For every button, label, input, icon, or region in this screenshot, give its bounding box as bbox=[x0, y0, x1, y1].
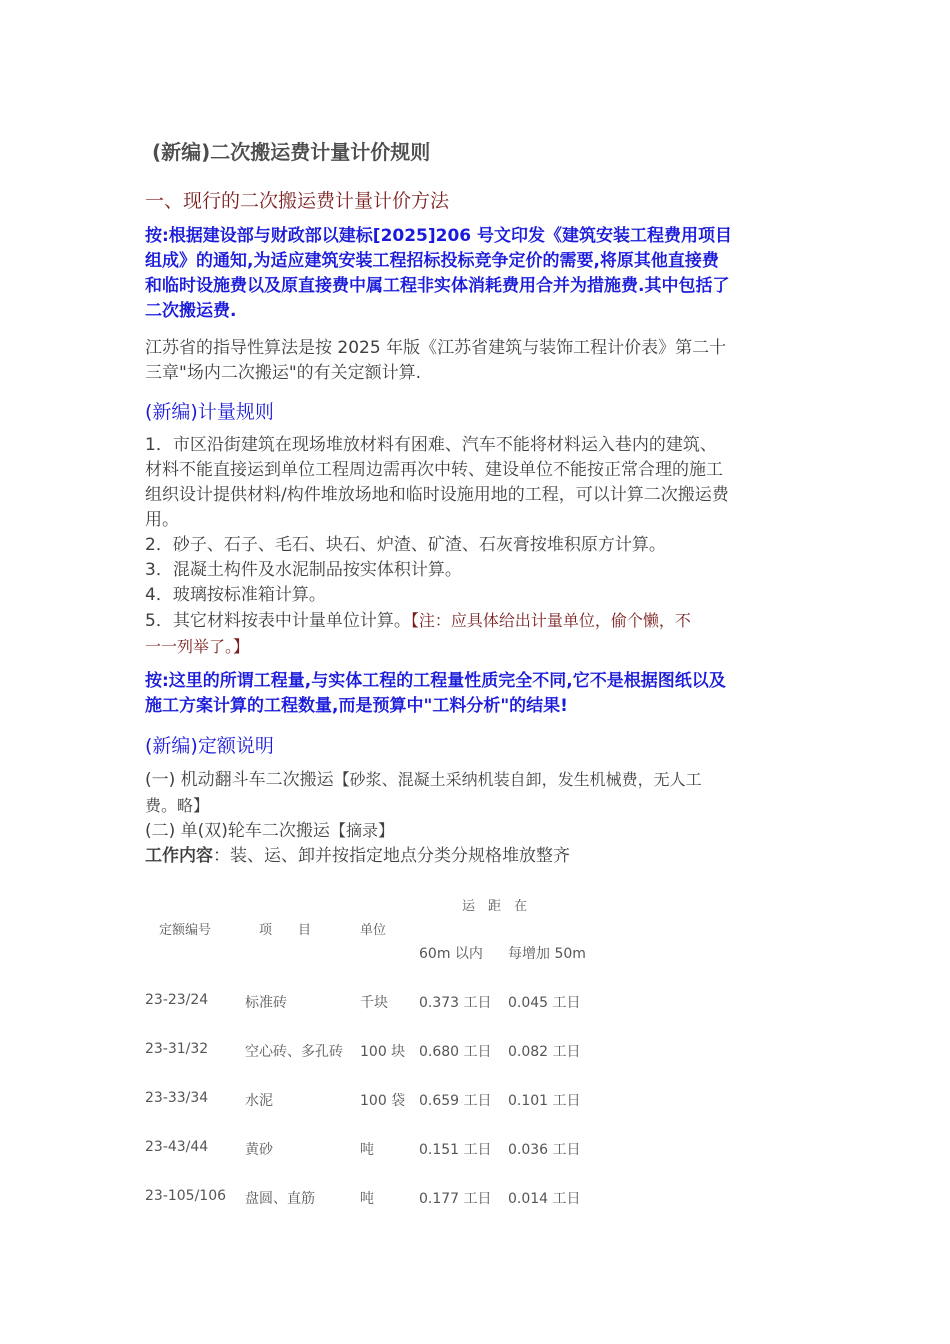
row-code: 23-31/32 bbox=[145, 1041, 209, 1057]
section-heading: 一、现行的二次搬运费计量计价方法 bbox=[145, 190, 450, 212]
header-unit: 单位 bbox=[360, 923, 387, 938]
note-line: 按:这里的所谓工程量,与实体工程的工程量性质完全不同,它不是根据图纸以及 bbox=[145, 671, 726, 691]
row-item: 水泥 bbox=[245, 1093, 273, 1109]
rule-line: 用。 bbox=[145, 510, 179, 530]
row-unit: 吨 bbox=[360, 1191, 374, 1207]
row-code: 23-23/24 bbox=[145, 992, 209, 1008]
quota-item-1-note-cont: 费。略】 bbox=[145, 796, 210, 815]
quota-item-1: (一) 机动翻斗车二次搬运 bbox=[145, 770, 334, 790]
row-each: 0.082 工日 bbox=[508, 1044, 581, 1060]
row-item: 黄砂 bbox=[245, 1142, 273, 1158]
row-within: 0.373 工日 bbox=[419, 995, 492, 1011]
work-content-text: ：装、运、卸并按指定地点分类分规格堆放整齐 bbox=[213, 846, 570, 866]
note-line: 施工方案计算的工程数量,而是预算中"工料分析"的结果! bbox=[145, 696, 568, 716]
header-code: 定额编号 bbox=[159, 923, 212, 938]
row-unit: 吨 bbox=[360, 1142, 374, 1158]
header-within-60m: 60m 以内 bbox=[419, 946, 483, 962]
row-unit: 100 块 bbox=[360, 1044, 406, 1060]
rule-line: 3．混凝土构件及水泥制品按实体积计算。 bbox=[145, 560, 462, 580]
work-content bbox=[145, 844, 810, 869]
row-within: 0.680 工日 bbox=[419, 1044, 492, 1060]
row-item: 盘圆、直筋 bbox=[245, 1191, 315, 1207]
header-item: 项 目 bbox=[259, 923, 312, 938]
row-each: 0.036 工日 bbox=[508, 1142, 581, 1158]
work-content-label: 工作内容 bbox=[145, 846, 213, 866]
quota-line bbox=[145, 818, 810, 844]
row-unit: 千块 bbox=[360, 995, 388, 1011]
quota-item-1-note: 【砂浆、混凝土采纳机装自卸，发生机械费，无人工 bbox=[333, 770, 702, 789]
row-within: 0.151 工日 bbox=[419, 1142, 492, 1158]
guidance-paragraph bbox=[145, 336, 810, 386]
para-line: 江苏省的指导性算法是按 2025 年版《江苏省建筑与装饰工程计价表》第二十 bbox=[145, 338, 727, 358]
note-line: 组成》的通知,为适应建筑安装工程招标投标竞争定价的需要,将原其他直接费 bbox=[145, 251, 719, 271]
rules-list bbox=[145, 433, 810, 659]
rules-heading: (新编)计量规则 bbox=[145, 401, 274, 423]
row-within: 0.177 工日 bbox=[419, 1191, 492, 1207]
row-each: 0.045 工日 bbox=[508, 995, 581, 1011]
rule-line: 4．玻璃按标准箱计算。 bbox=[145, 585, 326, 605]
row-item: 标准砖 bbox=[245, 995, 287, 1011]
rule-line: 组织设计提供材料/构件堆放场地和临时设施用地的工程，可以计算二次搬运费 bbox=[145, 485, 729, 505]
row-code: 23-33/34 bbox=[145, 1090, 209, 1106]
rule-line: 2．砂子、石子、毛石、块石、炉渣、矿渣、石灰膏按堆积原方计算。 bbox=[145, 535, 666, 555]
rule-line: 1．市区沿街建筑在现场堆放材料有困难、汽车不能将材料运入巷内的建筑、 bbox=[145, 435, 717, 455]
quantity-note bbox=[145, 669, 810, 719]
quota-item-2-note: 【摘录】 bbox=[329, 821, 394, 840]
row-code: 23-43/44 bbox=[145, 1139, 209, 1155]
note-line: 按:根据建设部与财政部以建标[2025]206 号文印发《建筑安装工程费用项目 bbox=[145, 226, 733, 246]
rule-line: 材料不能直接运到单位工程周边需再次中转、建设单位不能按正常合理的施工 bbox=[145, 460, 723, 480]
rule-line bbox=[145, 608, 810, 634]
row-each: 0.101 工日 bbox=[508, 1093, 581, 1109]
document-title: (新编)二次搬运费计量计价规则 bbox=[152, 140, 431, 164]
rule-5-note: 【注：应具体给出计量单位，偷个懒，不 bbox=[410, 611, 691, 630]
quota-item-2: (二) 单(双)轮车二次搬运 bbox=[145, 821, 330, 841]
note-line: 和临时设施费以及原直接费中属工程非实体消耗费用合并为措施费.其中包括了 bbox=[145, 276, 730, 296]
quota-heading: (新编)定额说明 bbox=[145, 735, 274, 757]
quota-description bbox=[145, 767, 810, 869]
row-each: 0.014 工日 bbox=[508, 1191, 581, 1207]
row-item: 空心砖、多孔砖 bbox=[245, 1044, 343, 1060]
distance-group-header: 运 距 在 bbox=[462, 899, 528, 914]
row-within: 0.659 工日 bbox=[419, 1093, 492, 1109]
row-unit: 100 袋 bbox=[360, 1093, 406, 1109]
para-line: 三章"场内二次搬运"的有关定额计算. bbox=[145, 363, 422, 383]
policy-note bbox=[145, 224, 810, 324]
note-line: 二次搬运费. bbox=[145, 301, 237, 321]
rule-5-note-cont: 一一列举了。】 bbox=[145, 637, 250, 656]
row-code: 23-105/106 bbox=[145, 1188, 227, 1204]
rule-5-text: 5．其它材料按表中计量单位计算。 bbox=[145, 611, 411, 631]
header-each-50m: 每增加 50m bbox=[508, 946, 586, 962]
quota-line bbox=[145, 767, 810, 793]
